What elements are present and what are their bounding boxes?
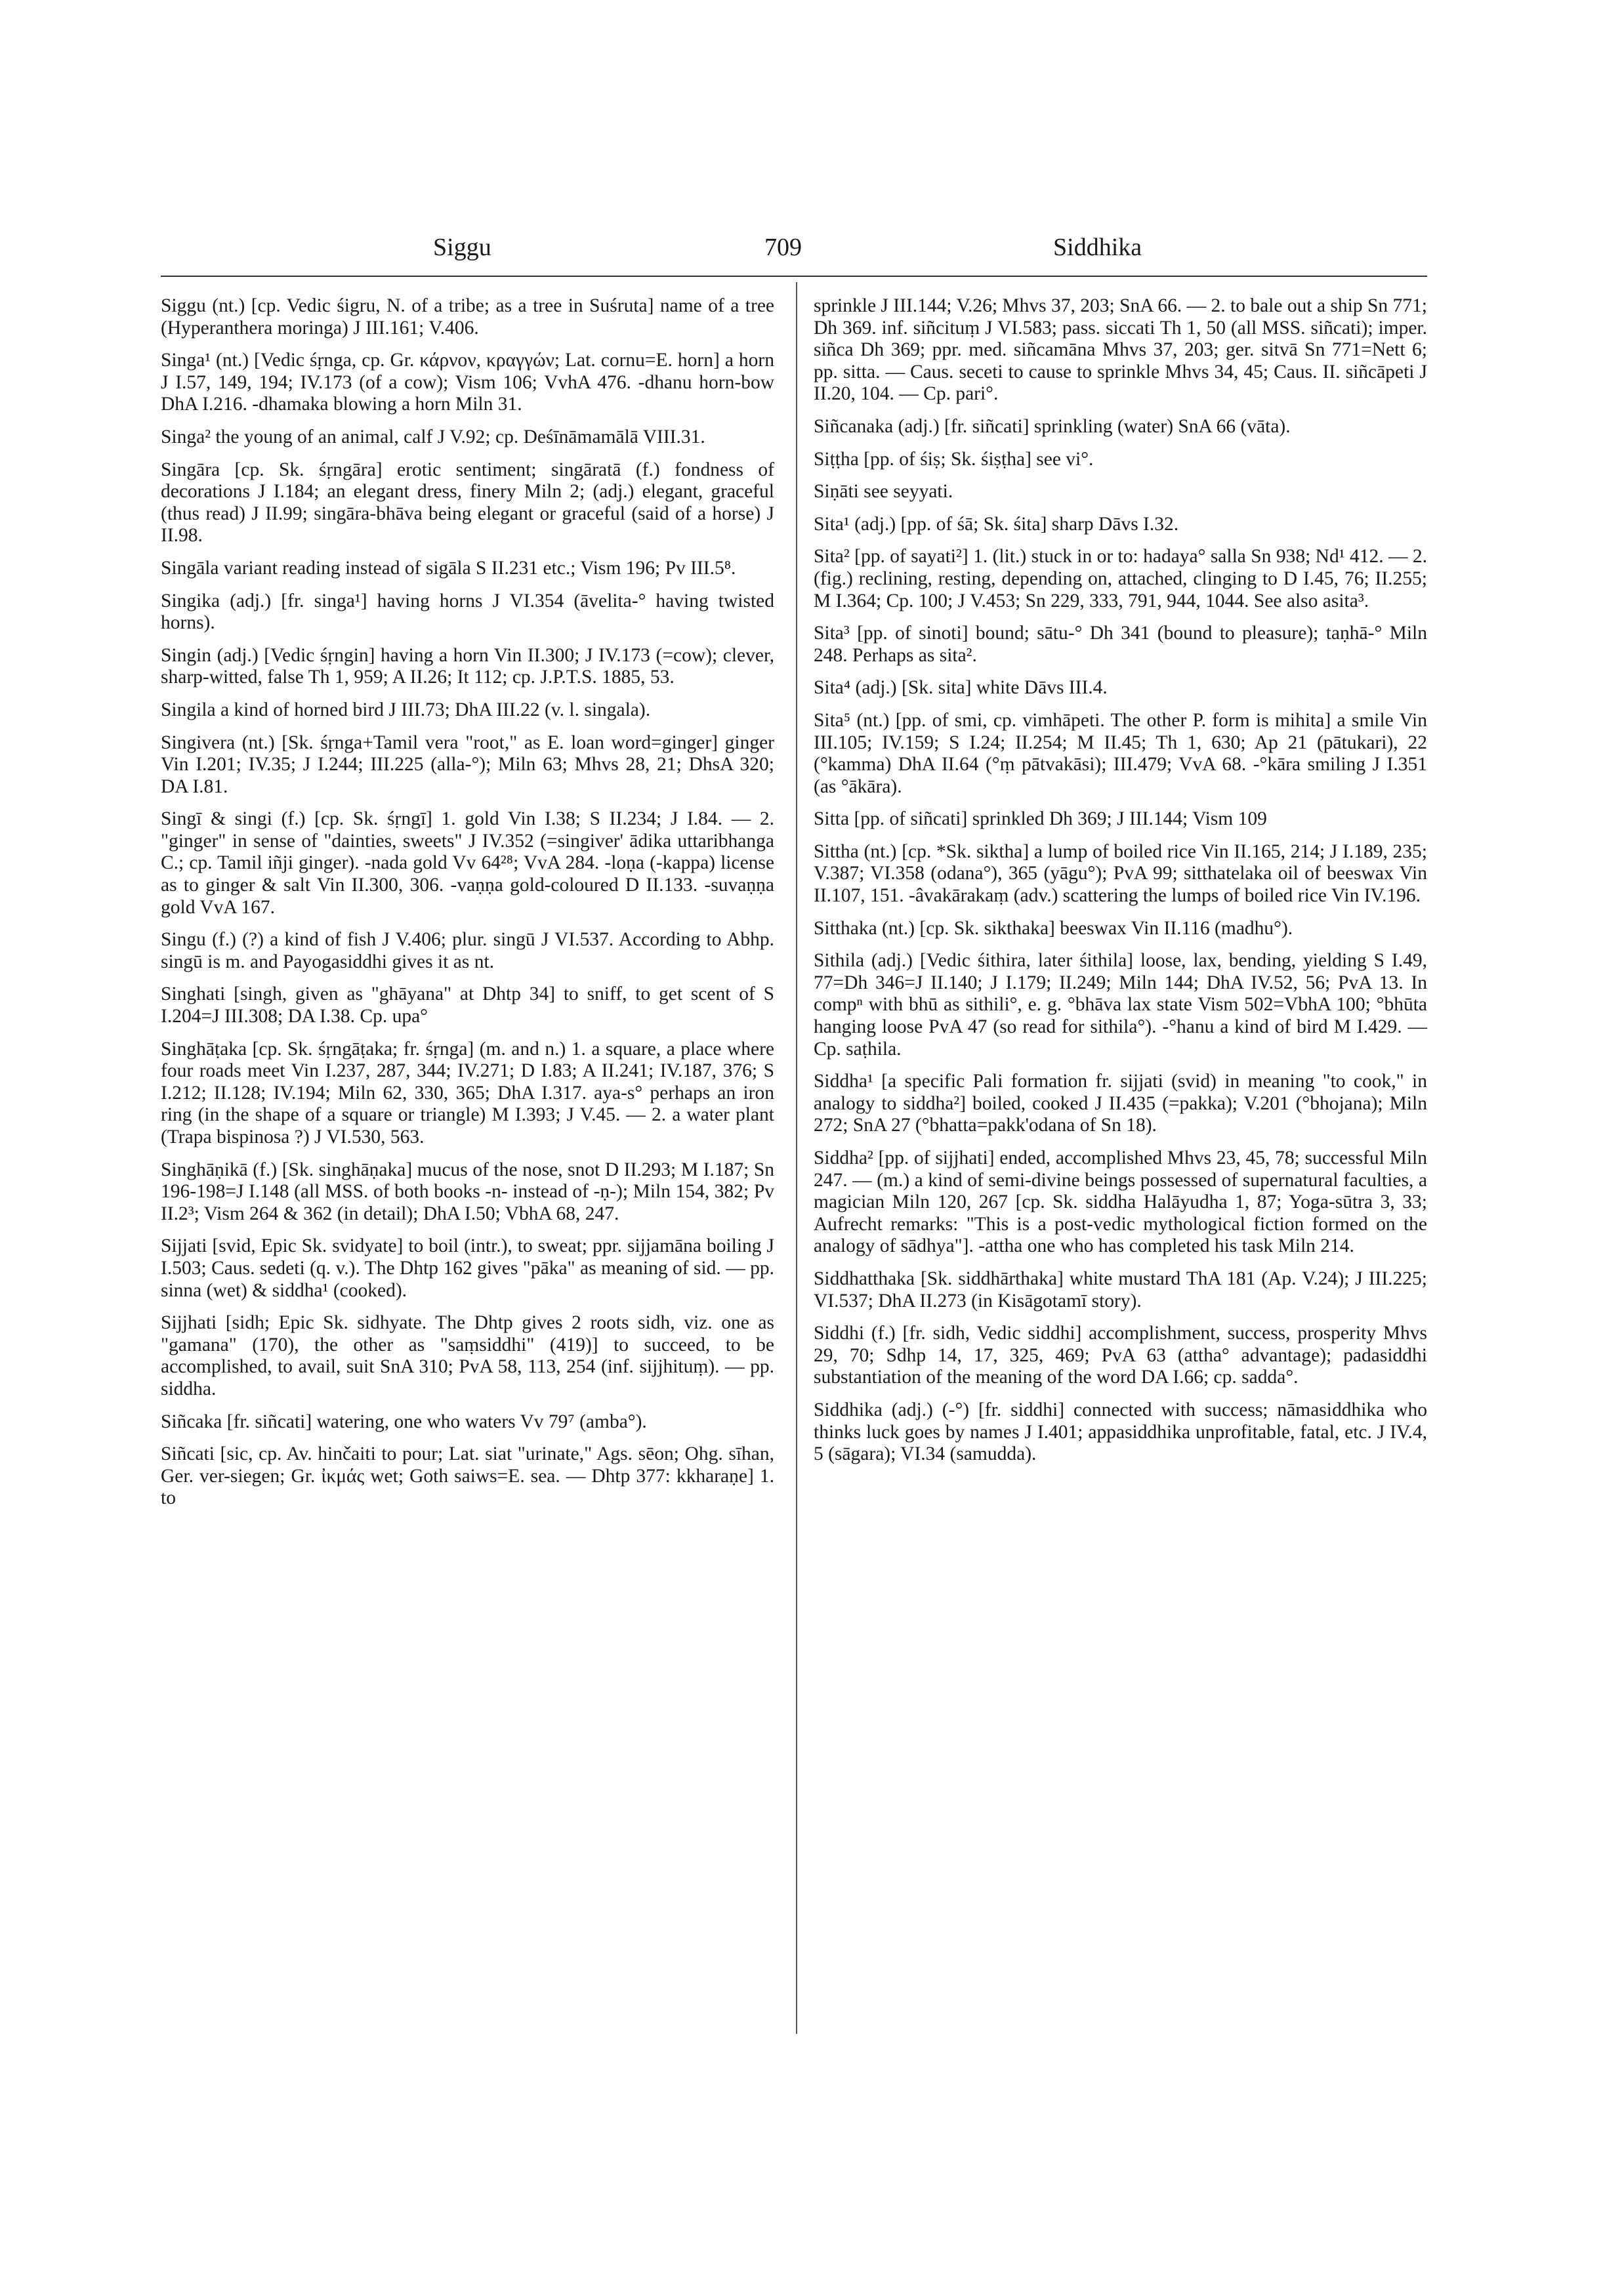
dictionary-entry: Singhāṭaka [cp. Sk. śṛngāṭaka; fr. śṛnga] (m. and n.) 1. a square, a place where four roads meet Vin I.237, 287, 344; IV.271; D I.83; A II.241; IV.187, 376; S I.212; II.128; IV.194; Miln 62, 330, 365; DhA I.317. aya-s° perhaps an iron ring (in the shape of a square or triangle) M I.393; J V.45. — 2. a water plant (Trapa bispinosa ?) J VI.530, 563. [161,1038,774,1148]
dictionary-entry: Sijjhati [sidh; Epic Sk. sidhyate. The Dhtp gives 2 roots sidh, viz. one as "gamana" (170), the other as "saṃsiddhi" (419)] to succeed, to be accomplished, to avail, suit SnA 310; PvA 58, 113, 254 (inf. sijjhituṃ). — pp. siddha. [161,1312,774,1399]
dictionary-entry: Siggu (nt.) [cp. Vedic śigru, N. of a tribe; as a tree in Suśruta] name of a tree (Hyperanthera moringa) J III.161; V.406. [161,295,774,339]
dictionary-entry: Singāla variant reading instead of sigāla S II.231 etc.; Vism 196; Pv III.5⁸. [161,557,736,579]
left-column [161,295,774,1520]
header-rule [161,276,1427,277]
dictionary-entry: Siddha¹ [a specific Pali formation fr. sijjati (svid) in meaning "to cook," in analogy to siddha²] boiled, cooked J II.435 (=pakka); V.201 (°bhojana); Miln 272; SnA 27 (°bhatta=pakk'odana of Sn 18). [814,1071,1427,1136]
dictionary-entry: Sita⁴ (adj.) [Sk. sita] white Dāvs III.4. [814,677,1108,699]
running-head-right: Siddhika [1053,234,1142,261]
dictionary-entry: Siñcanaka (adj.) [fr. siñcati] sprinkling (water) SnA 66 (vāta). [814,415,1291,437]
dictionary-entry: Singhati [singh, given as "ghāyana" at Dhtp 34] to sniff, to get scent of S I.204=J III.308; DA I.38. Cp. upa° [161,983,774,1027]
dictionary-entry: Sitta [pp. of siñcati] sprinkled Dh 369; J III.144; Vism 109 [814,808,1267,830]
dictionary-entry: Siñcaka [fr. siñcati] watering, one who waters Vv 79⁷ (amba°). [161,1411,647,1432]
dictionary-entry: Sita¹ (adj.) [pp. of śā; Sk. śita] sharp Dāvs I.32. [814,513,1179,535]
dictionary-entry: Singa¹ (nt.) [Vedic śṛnga, cp. Gr. κάρνον, κραγγών; Lat. cornu=E. horn] a horn J I.57, 149, 194; IV.173 (of a cow); Vism 106; VvhA 476. -dhanu horn-bow DhA I.216. -dhamaka blowing a horn Miln 31. [161,350,774,415]
dictionary-entry: Sithila (adj.) [Vedic śithira, later śithila] loose, lax, bending, yielding S I.49, 77=Dh 346=J II.140; J I.179; II.249; Miln 144; DhA IV.52, 56; PvA 13. In compⁿ with bhū as sithili°, e. g. °bhāva lax state Vism 502=VbhA 100; °bhūta hanging loose PvA 47 (so read for sithila°). -°hanu a kind of bird M I.429. — Cp. saṭhila. [814,950,1427,1060]
dictionary-entry: Singhāṇikā (f.) [Sk. singhāṇaka] mucus of the nose, snot D II.293; M I.187; Sn 196-198=J I.148 (all MSS. of both books -n- instead of -ṇ-); Miln 154, 382; Pv II.2³; Vism 264 & 362 (in detail); DhA I.50; VbhA 68, 247. [161,1159,774,1224]
dictionary-entry: Siddhatthaka [Sk. siddhārthaka] white mustard ThA 181 (Ap. V.24); J III.225; VI.537; DhA II.273 (in Kisāgotamī story). [814,1268,1427,1312]
running-head-left: Siggu [433,234,491,261]
dictionary-entry: Singika (adj.) [fr. singa¹] having horns J VI.354 (āvelita-° having twisted horns). [161,590,774,634]
dictionary-entry: Sita² [pp. of sayati²] 1. (lit.) stuck in or to: hadaya° salla Sn 938; Nd¹ 412. — 2. (fig.) reclining, resting, depending on, attached, clinging to D I.45, 76; II.255; M I.364; Cp. 100; J V.453; Sn 229, 333, 791, 944, 1044. See also asita³. [814,546,1427,611]
dictionary-entry: Siṇāti see seyyati. [814,481,953,503]
dictionary-entry: Singī & singi (f.) [cp. Sk. śṛngī] 1. gold Vin I.38; S II.234; J I.84. — 2. "ginger" in sense of "dainties, sweets" J IV.352 (=singiver' ādika uttaribhanga C.; cp. Tamil iñji ginger). -nada gold Vv 64²⁸; VvA 284. -loṇa (-kappa) license as to ginger & salt Vin II.300, 306. -vaṇṇa gold-coloured D II.133. -suvaṇṇa gold VvA 167. [161,808,774,918]
dictionary-entry: Singāra [cp. Sk. śṛngāra] erotic sentiment; singāratā (f.) fondness of decorations J I.184; an elegant dress, finery Miln 2; (adj.) elegant, graceful (thus read) J II.99; singāra-bhāva being elegant or graceful (said of a horse) J II.98. [161,459,774,547]
dictionary-entry: Singila a kind of horned bird J III.73; DhA III.22 (v. l. singala). [161,699,651,720]
dictionary-entry: Sita⁵ (nt.) [pp. of smi, cp. vimhāpeti. The other P. form is mihita] a smile Vin III.105; IV.159; S I.24; II.254; M II.45; Th 1, 630; Ap 21 (pātukari), 22 (°kamma) DhA II.64 (°ṃ pātvakāsi); III.479; VvA 68. -°kāra smiling J I.351 (as °ākāra). [814,709,1427,797]
column-divider [796,282,797,2034]
dictionary-entry: Siddha² [pp. of sijjhati] ended, accomplished Mhvs 23, 45, 78; successful Miln 247. — (m.) a kind of semi-divine beings possessed of supernatural faculties, a magician Miln 120, 267 [cp. Sk. siddha Halāyudha 1, 87; Yoga-sūtra 3, 33; Aufrecht remarks: "This is a post-vedic mythological fiction formed on the analogy of sādhya"]. -attha one who has completed his task Miln 214. [814,1148,1427,1257]
dictionary-entry: Siṭṭha [pp. of śiṣ; Sk. śiṣṭha] see vi°. [814,448,1094,470]
dictionary-entry: Singu (f.) (?) a kind of fish J V.406; plur. singū J VI.537. According to Abhp. singū is m. and Payogasiddhi gives it as nt. [161,929,774,972]
page-number: 709 [764,234,802,261]
dictionary-entry: sprinkle J III.144; V.26; Mhvs 37, 203; SnA 66. — 2. to bale out a ship Sn 771; Dh 369. inf. siñcituṃ J VI.583; pass. siccati Th 1, 50 (all MSS. siñcati); imper. siñca Dh 369; ppr. med. siñcamāna Mhvs 37, 203; ger. sitvā Sn 771=Nett 6; pp. sitta. — Caus. seceti to cause to sprinkle Mhvs 34, 45; Caus. II. siñcāpeti J II.20, 104. — Cp. pari°. [814,295,1427,405]
dictionary-entry: Sita³ [pp. of sinoti] bound; sātu-° Dh 341 (bound to pleasure); taṇhā-° Miln 248. Perhaps as sita². [814,623,1427,666]
dictionary-entry: Sittha (nt.) [cp. *Sk. siktha] a lump of boiled rice Vin II.165, 214; J I.189, 235; V.387; VI.358 (odana°), 365 (yāgu°); PvA 99; sitthatelaka oil of beeswax Vin II.107, 151. -âvakārakaṃ (adv.) scattering the lumps of boiled rice Vin IV.196. [814,840,1427,907]
dictionary-entry: Singin (adj.) [Vedic śṛngin] having a horn Vin II.300; J IV.173 (=cow); clever, sharp-witted, false Th 1, 959; A II.26; It 112; cp. J.P.T.S. 1885, 53. [161,644,774,688]
dictionary-entry: Singivera (nt.) [Sk. śṛnga+Tamil vera "root," as E. loan word=ginger] ginger Vin I.201; IV.35; J I.244; III.225 (alla-°); Miln 63; Mhvs 28, 21; DhsA 320; DA I.81. [161,732,774,797]
right-column [814,295,1427,1476]
dictionary-entry: Sijjati [svid, Epic Sk. svidyate] to boil (intr.), to sweat; ppr. sijjamāna boiling J I.503; Caus. sedeti (q. v.). The Dhtp 162 gives "pāka" as meaning of sid. — pp. sinna (wet) & siddha¹ (cooked). [161,1235,774,1301]
dictionary-entry: Siddhika (adj.) (-°) [fr. siddhi] connected with success; nāmasiddhika who thinks luck goes by names J I.401; appasiddhika unprofitable, fatal, etc. J IV.4, 5 (sāgara); VI.34 (samudda). [814,1399,1427,1465]
dictionary-entry: Siddhi (f.) [fr. sidh, Vedic siddhi] accomplishment, success, prosperity Mhvs 29, 70; Sdhp 14, 17, 325, 469; PvA 63 (attha° advantage); padasiddhi substantiation of the meaning of the word DA I.66; cp. sadda°. [814,1323,1427,1388]
dictionary-entry: Sitthaka (nt.) [cp. Sk. sikthaka] beeswax Vin II.116 (madhu°). [814,917,1293,939]
dictionary-entry: Siñcati [sic, cp. Av. hinčaiti to pour; Lat. siat "urinate," Ags. sēon; Ohg. sīhan, Ger. ver-siegen; Gr. ἰκμάς wet; Goth saiws=E. sea. — Dhtp 377: kkharaṇe] 1. to [161,1443,774,1509]
dictionary-entry: Singa² the young of an animal, calf J V.92; cp. Deśīnāmamālā VIII.31. [161,426,705,447]
